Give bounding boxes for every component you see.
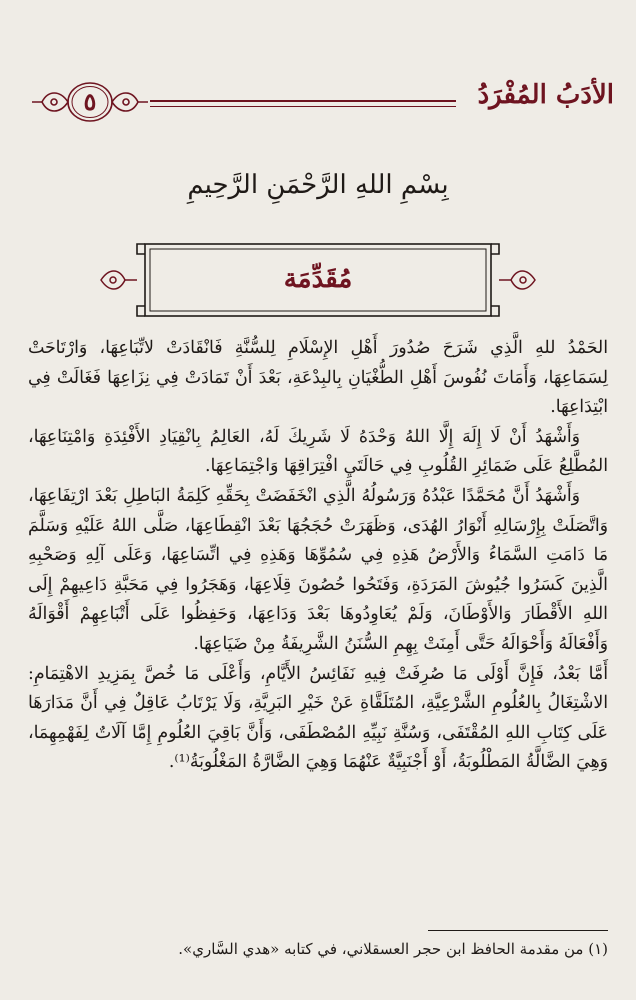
paragraph: وَأَشْهَدُ أَنْ لَا إِلَهَ إِلَّا اللهُ وَحْدَهُ لَا شَرِيكَ لَهُ، العَالِمُ بِانْقِيَادِ الأَفْئِدَةِ وَامْتِنَاعِهَا، المُطَّلِعُ عَلَى ضَمَائِرِ القُلُوبِ فِي حَالَتَيِ افْتِرَاقِهَا وَاجْتِمَاعِهَا. [28,426,608,477]
paragraph: الحَمْدُ للهِ الَّذِي شَرَحَ صُدُورَ أَهْلِ الإِسْلَامِ لِلسُّنَّةِ فَانْقَادَتْ لاتِّبَاعِهَا، وَارْتَاحَتْ لِسَمَاعِهَا، وَأَمَاتَ نُفُوسَ أَهْلِ الطُّغْيَانِ بِالبِدْعَةِ، بَعْدَ أَنْ تَمَادَتْ فِي نِزَاعِهَا فَغَالَتْ فِي ابْتِدَاعِهَا. [28,338,608,418]
paragraph: وَأَشْهَدُ أَنَّ مُحَمَّدًا عَبْدُهُ وَرَسُولُهُ الَّذِي انْخَفَضَتْ بِحَقِّهِ كَلِمَةُ البَاطِلِ بَعْدَ ارْتِفَاعِهَا، وَاتَّصَلَتْ بِإِرْسَالِهِ أَنْوَارُ الهُدَى، وَظَهَرَتْ حُجَجُهَا بَعْدَ انْقِطَاعِهَا، صَلَّى اللهُ عَلَيْهِ وَسَلَّمَ مَا دَامَتِ السَّمَاءُ وَالأَرْضُ هَذِهِ فِي سُمُوِّهَا وَهَذِهِ فِي اتِّسَاعِهَا، وَعَلَى آلِهِ وَصَحْبِهِ الَّذِينَ كَسَرُوا جُيُوشَ المَرَدَةِ، وَفَتَحُوا حُصُونَ قِلَاعِهَا، وَهَجَرُوا فِي مَحَبَّةِ دَاعِيهِمْ إِلَى اللهِ الأَقْطَارَ وَالأَوْطَانَ، وَلَمْ يُعَاوِدُوهَا بَعْدَ وَدَاعِهَا، وَحَفِظُوا عَلَى أَتْبَاعِهِمْ أَقْوَالَهُ وَأَفْعَالَهُ وَأَحْوَالَهُ حَتَّى أَمِنَتْ بِهِمِ السُّنَنُ الشَّرِيفَةُ مِنْ ضَيَاعِهَا. [28,485,608,654]
header-rule-thin [150,106,456,107]
paragraph: أَمَّا بَعْدُ، فَإِنَّ أَوْلَى مَا صُرِفَتْ فِيهِ نَفَائِسُ الأَيَّامِ، وَأَعْلَى مَا خُصَّ بِمَزِيدِ الاهْتِمَامِ: الاشْتِغَالُ بِالعُلُومِ الشَّرْعِيَّةِ، المُتَلَقَّاةِ عَنْ خَيْرِ البَرِيَّةِ، وَلَا يَرْتَابُ عَاقِلٌ فِي أَنَّ مَدَارَهَا عَلَى كِتَابِ اللهِ المُقْتَفَى، وَسُنَّةِ نَبِيِّهِ المُصْطَفَى، وَأَنَّ بَاقِيَ العُلُومِ إِمَّا آلَاتٌ لِفَهْمِهِمَا، وَهِيَ الضَّالَّةُ المَطْلُوبَةُ، أَوْ أَجْنَبِيَّةٌ عَنْهُمَا وَهِيَ الضَّارَّةُ المَغْلُوبَةُ⁽¹⁾. [28,663,608,773]
book-title: الأدَبُ المُفْرَدُ [477,80,614,110]
body-text [28,334,608,778]
page-number: ٥ [83,87,97,116]
footnote: (١) من مقدمة الحافظ ابن حجر العسقلاني، في كتابه «هدي السَّاري». [178,940,608,958]
basmala: بِسْمِ اللهِ الرَّحْمَنِ الرَّحِيمِ [187,170,449,200]
footnote-rule [428,930,608,931]
section-title: مُقَدِّمَة [283,264,353,294]
header-rule [150,100,456,102]
